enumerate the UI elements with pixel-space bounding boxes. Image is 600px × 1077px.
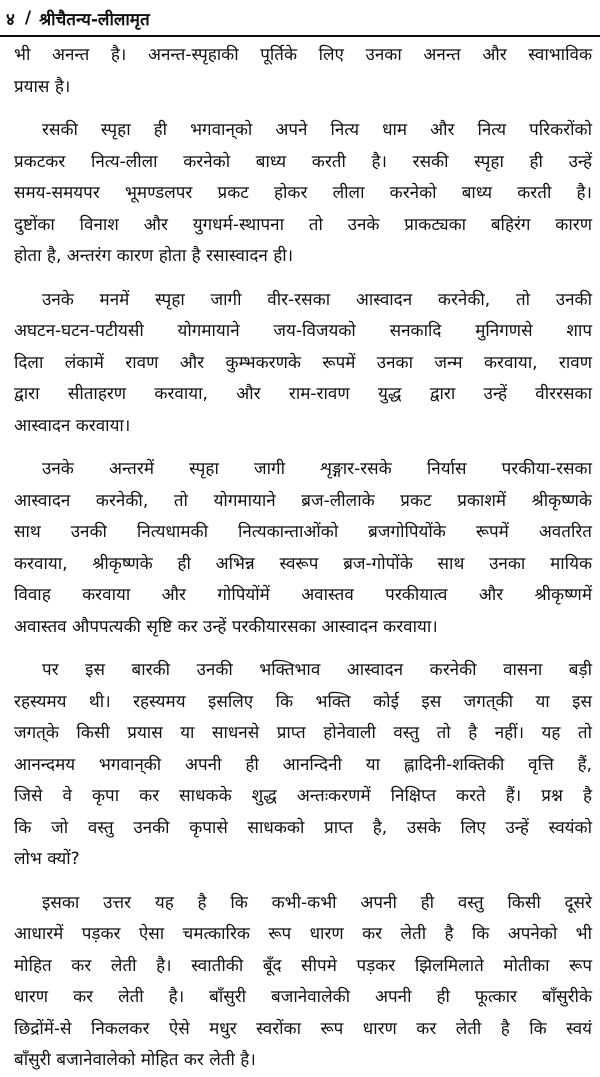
text-line: करवाया, श्रीकृष्णके ही अभिन्न स्वरूप ब्रज-गोपोंके साथ उनका मायिक: [14, 553, 592, 574]
paragraph: [14, 40, 592, 103]
text-line: मोहित कर लेती है। स्वातीकी बूँद सीपमे पड़कर झिलमिलाते मोतीका रूप: [14, 955, 592, 976]
text-line: बाँसुरी बजानेवालेको मोहित कर लेती है।: [14, 1050, 256, 1070]
text-line: प्रयास है।: [14, 76, 71, 97]
text-line: दिला लंकामें रावण और कुम्भकरणके रूपमें उनका जन्म करवाया, रावण: [14, 352, 592, 373]
text-line: आनन्दमय भगवान्‌की अपनी ही आनन्दिनी या ह्लादिनी-शक्तिकी वृत्ति हैं,: [14, 754, 592, 775]
text-line: जगत्‌के किसी प्रयास या साधनसे प्राप्त होनेवाली वस्तु तो है नहीं। यह तो: [14, 723, 592, 743]
text-line: रसकी स्पृहा ही भगवान्‌को अपने नित्य धाम और नित्य परिकरोंको: [42, 120, 592, 140]
text-line: आस्वादन करनेकी, तो योगमायाने ब्रज-लीलाके प्रकट प्रकाशमें श्रीकृष्णके: [14, 490, 592, 511]
text-line: लोभ क्यों?: [14, 849, 80, 869]
paragraph: [14, 285, 592, 443]
text-line: आधारमें पड़कर ऐसा चमत्कारिक रूप धारण कर लेती है कि अपनेको भी: [14, 924, 592, 944]
running-header: [6, 4, 150, 32]
text-line: आस्वादन करवाया।: [14, 415, 131, 436]
header-rule: [0, 35, 600, 37]
text-line: रहस्यमय थी। रहस्यमय इसलिए कि भक्ति कोई इस जगत्‌की या इस: [14, 691, 592, 712]
text-line: अवास्तव औपपत्यकी सृष्टि कर उन्हें परकीयारसका आस्वादन करवाया।: [14, 616, 438, 637]
text-line: छिद्रोंमें-से निकलकर ऐसे मधुर स्वरोंका रूप धारण कर लेती है कि स्वयं: [14, 1018, 592, 1039]
text-line: पर इस बारकी उनकी भक्तिभाव आस्वादन करनेकी वासना बड़ी: [42, 660, 592, 680]
text-line: साथ उनकी नित्यधामकी नित्यकान्ताओंको ब्रजगोपियोंके रूपमें अवतरित: [14, 522, 592, 542]
text-line: प्रकटकर नित्य-लीला करनेको बाध्य करती है। रसकी स्पृहा ही उन्हें: [14, 151, 592, 172]
text-line: दुष्टोंका विनाश और युगधर्म-स्थापना तो उनके प्राकट्यका बहिरंग कारण: [14, 214, 592, 235]
page-body: [14, 40, 592, 1077]
page-number: ४: [6, 9, 15, 30]
text-line: कि जो वस्तु उनकी कृपासे साधकको प्राप्त है, उसके लिए उन्हें स्वयंको: [14, 817, 592, 838]
text-line: उनके मनमें स्पृहा जागी वीर-रसका आस्वादन करनेकी, तो उनकी: [42, 289, 592, 310]
text-line: इसका उत्तर यह है कि कभी-कभी अपनी ही वस्तु किसी दूसरे: [42, 892, 592, 913]
text-line: धारण कर लेती है। बाँसुरी बजानेवालेकी अपनी ही फूत्कार बाँसुरीके: [14, 987, 592, 1007]
text-line: उनके अन्तरमें स्पृहा जागी शृङ्गार-रसके निर्यास परकीया-रसका: [42, 459, 592, 479]
text-line: जिसे वे कृपा कर साधकके शुद्ध अन्तःकरणमें निक्षिप्त करते हैं। प्रश्न है: [14, 786, 592, 806]
text-line: भी अनन्त है। अनन्त-स्पृहाकी पूर्तिके लिए उनका अनन्त और स्वाभाविक: [14, 45, 592, 65]
header-separator: /: [24, 8, 32, 28]
paragraph: [14, 888, 592, 1077]
text-line: होता है, अन्तरंग कारण होता है रसास्वादन ही।: [14, 246, 294, 266]
paragraph: [14, 655, 592, 876]
text-line: अघटन-घटन-पटीयसी योगमायाने जय-विजयको सनकादि मुनिगणसे शाप: [14, 321, 592, 341]
book-title: श्रीचैतन्य-लीलामृत: [39, 9, 150, 30]
text-line: समय-समयपर भूमण्डलपर प्रकट होकर लीला करनेको बाध्य करती है।: [14, 183, 592, 203]
text-line: द्वारा सीताहरण करवाया, और राम-रावण युद्ध द्वारा उन्हें वीररसका: [14, 384, 592, 404]
paragraph: [14, 115, 592, 273]
text-line: विवाह करवाया और गोपियोंमें अवास्तव परकीयात्व और श्रीकृष्णमें: [14, 585, 592, 605]
paragraph: [14, 454, 592, 643]
